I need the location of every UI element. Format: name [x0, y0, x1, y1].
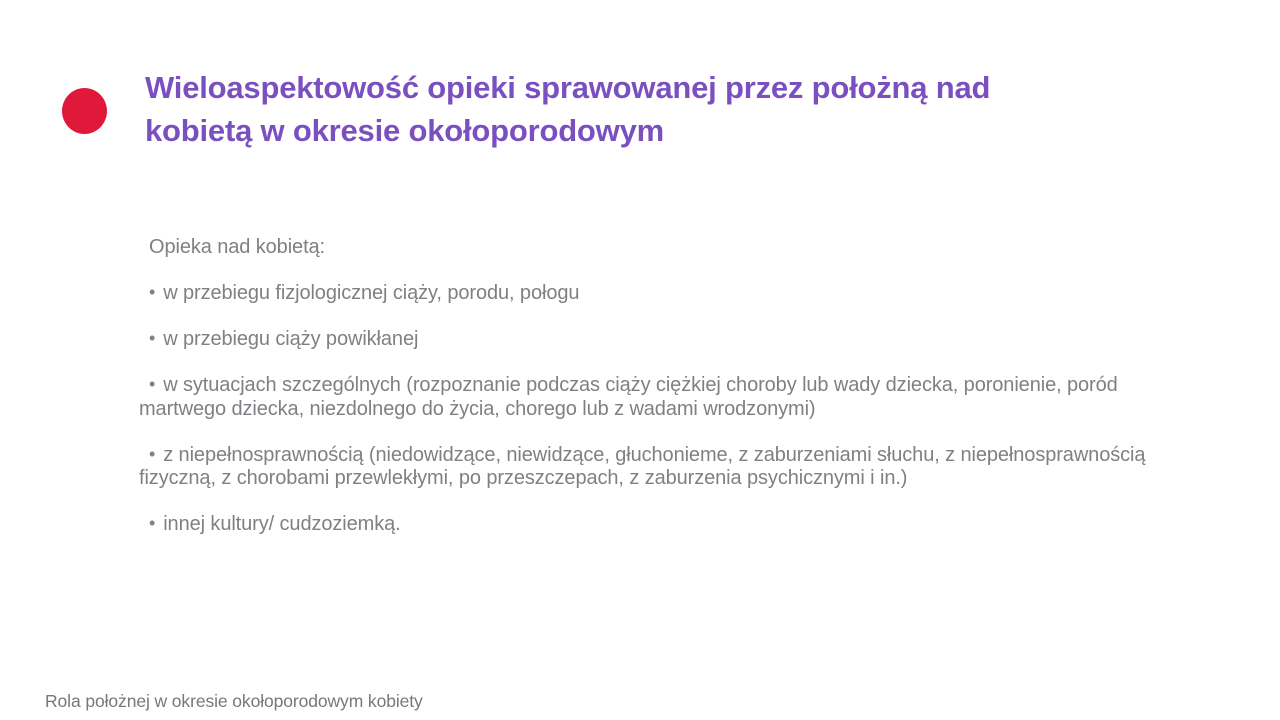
- bullet-text: w przebiegu fizjologicznej ciąży, porodu, połogu: [163, 282, 580, 304]
- bullet-text: z niepełnosprawnością (niedowidzące, niewidzące, głuchonieme, z zaburzeniami słuchu, z niepełnosprawnością fizyczną, z chorobami przewlekłymi, po przeszczepach, z zaburzenia psychicznymi i in.): [139, 443, 1146, 489]
- bullet-text: w przebiegu ciąży powikłanej: [163, 328, 419, 350]
- body-intro: [139, 236, 1157, 260]
- bullet-dot-icon: •: [149, 443, 156, 464]
- bullet-item: [139, 327, 1157, 352]
- footer-text: Rola położnej w okresie okołoporodowym kobiety: [45, 691, 423, 711]
- bullet-item: [139, 281, 1157, 306]
- bullet-dot-icon: •: [149, 374, 156, 394]
- bullet-item: [139, 373, 1157, 421]
- bullet-dot-icon: •: [149, 282, 156, 302]
- bullet-dot-icon: •: [149, 328, 156, 348]
- slide-body: [139, 236, 1157, 558]
- bullet-item: [139, 443, 1157, 491]
- bullet-text: innej kultury/ cudzoziemką.: [163, 513, 401, 535]
- bullet-text: w sytuacjach szczególnych (rozpoznanie podczas ciąży ciężkiej choroby lub wady dziecka, poronienie, poród martwego dziecka, niezdolnego do życia, chorego lub z wadami wrodzonymi): [139, 374, 1118, 420]
- body-intro-text: Opieka nad kobietą:: [149, 236, 326, 258]
- slide-title-line-2: kobietą w okresie okołoporodowym: [145, 113, 664, 148]
- slide-title: [145, 66, 1105, 152]
- accent-dot-icon: [62, 88, 107, 134]
- slide-title-line-1: Wieloaspektowość opieki sprawowanej przez położną nad: [145, 70, 991, 105]
- bullet-dot-icon: •: [149, 513, 156, 533]
- bullet-item: [139, 512, 1157, 537]
